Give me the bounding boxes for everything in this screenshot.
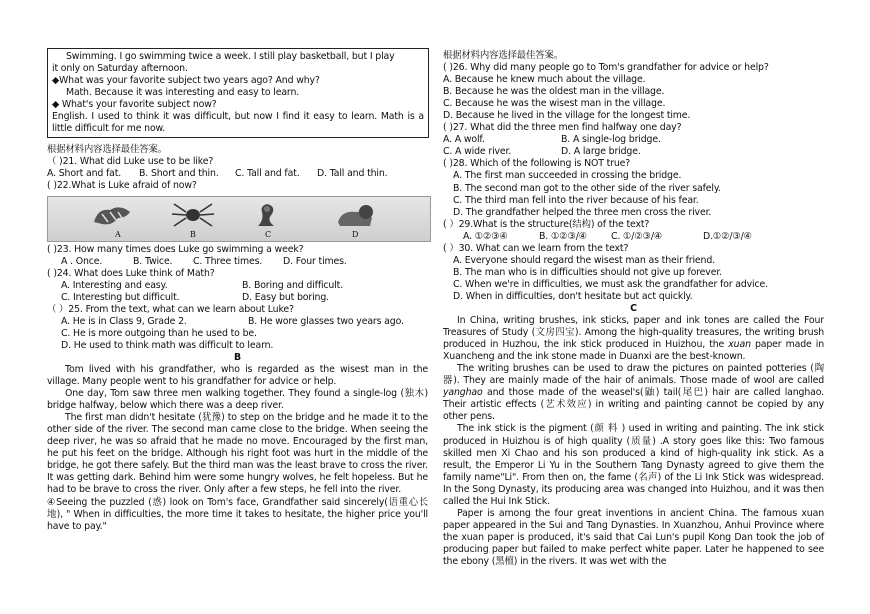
passage-text: paper made in Xuancheng and the ink stone made in Duanxi are the best-known. bbox=[443, 339, 824, 363]
tiger-icon bbox=[90, 200, 136, 230]
passage-paragraph: Tom lived with his grandfather, who is regarded as the wisest man in the village. Many people went to his grandfather for advice or help. bbox=[47, 363, 428, 388]
passage-paragraph: The ink stick is the pigment (颜 料 ) used in writing and painting. The ink stick produced in Huizhou is of high quality (质量) .A story goes like this: Two famous skilled men Xi Chao and his son produced a kind of high-quality ink stick. As a result, the Emperor Li Yu in the Southern Tang Dynasty agreed to give them the family name"Li". From then on, the fame (名声) of the Li Ink Stick was widespread. In the Song Dynasty, its producing area was changed into Huizhou, and it was then called the Hui Ink Stick. bbox=[443, 423, 824, 507]
option: B. Boring and difficult. bbox=[242, 279, 344, 291]
box-line: Math. Because it was interesting and easy to learn. bbox=[66, 87, 300, 99]
passage-paragraph bbox=[443, 363, 824, 423]
option: D. Easy but boring. bbox=[242, 291, 329, 303]
question-21: （ )21. What did Luke use to be like? bbox=[47, 156, 214, 168]
question-23: ( )23. How many times does Luke go swimming a week? bbox=[47, 243, 304, 255]
option: C. He is more outgoing than he used to be. bbox=[61, 327, 257, 339]
snake-icon bbox=[244, 200, 290, 230]
passage-paragraph bbox=[443, 315, 824, 363]
option: B. ①②③/④ bbox=[539, 230, 587, 242]
option: C. Three times. bbox=[193, 255, 263, 267]
passage-italic: yanghao bbox=[443, 387, 483, 399]
option: B. A single-log bridge. bbox=[561, 134, 661, 146]
option: A . Once. bbox=[61, 255, 103, 267]
option: C. Because he was the wisest man in the village. bbox=[443, 98, 666, 110]
question-22: ( )22.What is Luke afraid of now? bbox=[47, 180, 197, 192]
option: A. He is in Class 9, Grade 2. bbox=[61, 315, 187, 327]
q23-options bbox=[47, 256, 428, 268]
question-30: ( ）30. What can we learn from the text? bbox=[443, 242, 629, 254]
option: D. Four times. bbox=[283, 255, 347, 267]
option: C. A wide river. bbox=[443, 146, 512, 158]
passage-text: and those made of the weasel's(鼬) tail(尾巴) hair are called langhao. Their artistic effects (艺术效应) in writing and painting cannot be copied by any other pens. bbox=[443, 387, 824, 423]
passage-paragraph: Paper is among the four great inventions in ancient China. The famous xuan paper appeared in the Sui and Tang Dynasties. In Xuanzhou, Anhui Province where the xuan paper is produced, it's said that Cai Lun's pupil Kong Dan took the job of producing paper but failed to make perfect white paper. Later he happened to see the ebony (黑檀) in the rivers. It was wet with the bbox=[443, 507, 824, 567]
option: A. ①②③④ bbox=[463, 230, 508, 242]
option: D.①②/③/④ bbox=[703, 230, 752, 242]
option: D. Tall and thin. bbox=[317, 168, 388, 180]
option: C. The third man fell into the river because of his fear. bbox=[453, 194, 699, 206]
question-26: ( )26. Why did many people go to Tom's grandfather for advice or help? bbox=[443, 62, 769, 74]
section-b-heading: B bbox=[234, 351, 241, 363]
option: A. Short and fat. bbox=[47, 168, 122, 180]
lion-icon bbox=[332, 200, 378, 230]
option: D. When in difficulties, don't hesitate but act quickly. bbox=[453, 290, 693, 302]
option: B. The man who is in difficulties should not give up forever. bbox=[453, 266, 722, 278]
option: B. He wore glasses two years ago. bbox=[248, 315, 404, 327]
option: C. Interesting but difficult. bbox=[61, 291, 180, 303]
q24-options-1 bbox=[47, 280, 428, 292]
animal-picture-strip bbox=[47, 196, 431, 242]
option: B. Because he was the oldest man in the village. bbox=[443, 86, 665, 98]
option: C. Tall and fat. bbox=[235, 168, 300, 180]
q21-options bbox=[47, 168, 428, 180]
passage-italic: xuan bbox=[728, 339, 751, 351]
question-24: ( )24. What does Luke think of Math? bbox=[47, 267, 215, 279]
passage-paragraph: The first man didn't hesitate (犹豫) to step on the bridge and he made it to the other side of the river. The second man came close to the bridge. When seeing the deep river, he was so afraid that he made no move. Encouraged by the first man, he put his feet on the bridge. Although his right foot was hurt in the middle of the bridge, he got there safely. But the third man was the least brave to cross the river. It was getting dark. Behind him were some hungry wolves, he felt hopeless. But he had to be brave to cross the river. Only after a few steps, he fell into the river. bbox=[47, 412, 428, 496]
option: D. A large bridge. bbox=[561, 146, 641, 158]
q29-options bbox=[443, 231, 824, 243]
right-column bbox=[443, 50, 824, 568]
pic-label-d: D bbox=[352, 229, 359, 239]
q27-options-2 bbox=[443, 146, 824, 158]
question-28: ( )28. Which of the following is NOT true? bbox=[443, 158, 631, 170]
option: D. Because he lived in the village for the longest time. bbox=[443, 110, 691, 122]
option: B. Twice. bbox=[133, 255, 173, 267]
passage-text: In China, writing brushes, ink sticks, paper and ink tones are called the Four Treasures of Study (文房四宝). Among the high-quality treasures, the writing brush produced in Huzhou, the ink stick produced in Huizhou, the bbox=[443, 315, 824, 351]
option: D. He used to think math was difficult to learn. bbox=[61, 339, 274, 351]
q27-options-1 bbox=[443, 134, 824, 146]
q25-options bbox=[47, 316, 428, 328]
option: A. Interesting and easy. bbox=[61, 279, 168, 291]
option: B. Short and thin. bbox=[139, 168, 219, 180]
box-line: it only on Saturday afternoon. bbox=[52, 63, 188, 75]
left-column bbox=[47, 48, 428, 533]
question-29: ( ）29.What is the structure(结构) of the text? bbox=[443, 218, 650, 230]
instruction: 根据材料内容选择最佳答案。 bbox=[443, 50, 563, 61]
pic-label-b: B bbox=[190, 229, 196, 239]
passage-paragraph: ④Seeing the puzzled (惑) look on Tom's face, Grandfather said sincerely(语重心长地), " When in difficulties, the more time it takes to hesitate, the higher price you'll have to pay." bbox=[47, 496, 428, 532]
pic-label-a: A bbox=[115, 229, 121, 239]
box-line: ◆ What's your favorite subject now? bbox=[52, 99, 217, 111]
option: B. The second man got to the other side of the river safely. bbox=[453, 182, 721, 194]
q24-options-2 bbox=[47, 292, 428, 304]
dialogue-box bbox=[47, 48, 429, 138]
passage-text: The writing brushes can be used to draw the pictures on painted potteries (陶器). They are mainly made of the hair of animals. Those made of wool are called bbox=[443, 363, 824, 387]
pic-label-c: C bbox=[265, 229, 271, 239]
question-27: ( )27. What did the three men find halfway one day? bbox=[443, 122, 682, 134]
box-line: ◆What was your favorite subject two years ago? And why? bbox=[52, 75, 320, 87]
option: A. Because he knew much about the village. bbox=[443, 74, 646, 86]
box-line: English. I used to think it was difficult, but now I find it easy to learn. Math is a little difficult for me now. bbox=[52, 111, 424, 135]
option: A. Everyone should regard the wisest man as their friend. bbox=[453, 254, 715, 266]
passage-paragraph: One day, Tom saw three men walking together. They found a single-log (独木) bridge halfway, below which there was a deep river. bbox=[47, 388, 428, 412]
section-c-heading: C bbox=[630, 302, 637, 314]
instruction: 根据材料内容选择最佳答案。 bbox=[47, 144, 167, 156]
option: A. The first man succeeded in crossing the bridge. bbox=[453, 170, 682, 182]
option: C. When we're in difficulties, we must ask the grandfather for advice. bbox=[453, 278, 768, 290]
question-25: （ ）25. From the text, what can we learn about Luke? bbox=[47, 303, 294, 315]
spider-icon bbox=[170, 200, 216, 230]
option: D. The grandfather helped the three men cross the river. bbox=[453, 206, 712, 218]
box-line: Swimming. I go swimming twice a week. I still play basketball, but I play bbox=[66, 51, 395, 62]
option: A. A wolf. bbox=[443, 134, 485, 146]
option: C. ①/②③/④ bbox=[611, 230, 663, 242]
